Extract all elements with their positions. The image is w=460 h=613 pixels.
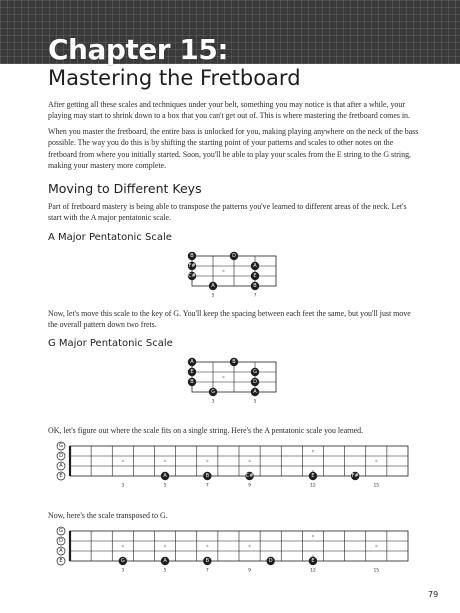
page-number: 79 <box>428 590 439 599</box>
note-label: A <box>190 359 194 365</box>
string-name: D <box>59 538 63 544</box>
fret-marker-dot <box>375 545 377 547</box>
fret-number: 7 <box>253 293 257 299</box>
fret-marker-dot <box>122 545 124 547</box>
fret-number: 5 <box>163 568 167 574</box>
mastery-paragraph: When you master the fretboard, the entire bass is unlocked for you, making playing anywhere on the neck of the bass possible. The way you do this is by shifting the starting point of your patterns and scales to other notes on the fretboard from where you initially started. Soon, you'll be able to play your scales from the E string to the G string, making your mastery more complete. <box>48 127 419 171</box>
fret-marker-dot <box>312 535 314 537</box>
string-name: G <box>59 443 63 449</box>
g-major-box-diagram <box>182 354 282 408</box>
fret-marker-dot <box>122 460 124 462</box>
note-label: B <box>205 473 210 479</box>
note-label: B <box>253 283 257 289</box>
string-name: E <box>59 473 63 479</box>
note-label: E <box>311 473 315 479</box>
a-single-string-diagram <box>56 440 416 496</box>
fret-number: 15 <box>373 483 380 489</box>
note-label: B <box>190 253 194 259</box>
note-label: B <box>190 379 194 385</box>
single-string-paragraph: OK, let's figure out where the scale fits on a single string. Here's the A pentatonic scale you learned. <box>48 426 364 435</box>
fret-marker-dot <box>206 545 208 547</box>
fret-marker-dot <box>312 450 314 452</box>
a-major-heading: A Major Pentatonic Scale <box>48 232 172 243</box>
key-of-g-paragraph: Now, let's move this scale to the key of G. You'll keep the spacing between each feet the same, but you'll just move the overall pattern down two frets. <box>48 309 411 330</box>
note-label: D <box>268 558 273 564</box>
note-label: D <box>232 253 236 259</box>
fret-number: 3 <box>211 399 215 405</box>
fret-number: 3 <box>121 568 125 574</box>
transposed-paragraph: Now, here's the scale transposed to G. <box>48 511 168 520</box>
fret-number: 7 <box>205 483 209 489</box>
note-label: G <box>211 389 215 395</box>
note-label: E <box>190 369 194 375</box>
fret-number: 9 <box>248 568 251 574</box>
g-single-string-diagram <box>56 525 416 581</box>
fret-marker-dot <box>222 270 224 272</box>
fret-number: 12 <box>310 568 316 574</box>
fret-marker-dot <box>248 545 250 547</box>
fret-marker-dot <box>206 460 208 462</box>
section-heading: Moving to Different Keys <box>48 181 202 196</box>
note-label: A <box>163 558 167 564</box>
note-label: D <box>253 379 257 385</box>
intro-paragraph: After getting all these scales and techniques under your belt, something you may notice is that after a while, your playing may start to shrink down to a box that you can't get out of. This is where mastering the fretboard comes in. <box>48 100 410 121</box>
note-label: A <box>253 389 257 395</box>
string-name: A <box>59 548 63 554</box>
fret-marker-dot <box>164 460 166 462</box>
fret-marker-dot <box>222 376 224 378</box>
fret-number: 5 <box>163 483 167 489</box>
note-label: F# <box>188 263 196 269</box>
fret-number: 12 <box>310 483 316 489</box>
fret-marker-dot <box>164 545 166 547</box>
note-label: C# <box>188 273 196 279</box>
note-label: B <box>205 558 210 564</box>
fret-number: 9 <box>248 483 251 489</box>
note-label: G <box>120 558 125 564</box>
string-name: E <box>59 558 63 564</box>
note-label: F# <box>351 473 359 479</box>
fret-number: 3 <box>121 483 125 489</box>
fret-marker-dot <box>248 460 250 462</box>
chapter-title: Chapter 15: <box>48 33 229 66</box>
fret-number: 7 <box>205 568 209 574</box>
fret-number: 5 <box>253 399 257 405</box>
note-label: B <box>232 359 236 365</box>
g-major-heading: G Major Pentatonic Scale <box>48 338 173 349</box>
string-name: G <box>59 528 63 534</box>
fret-number: 5 <box>211 293 215 299</box>
chapter-subtitle: Mastering the Fretboard <box>48 66 301 90</box>
note-label: A <box>211 283 215 289</box>
note-label: A <box>163 473 167 479</box>
transpose-paragraph: Part of fretboard mastery is being able to transpose the patterns you've learned to different areas of the neck. Let's start with the A major pentatonic scale. <box>48 202 407 223</box>
note-label: A <box>253 263 257 269</box>
string-name: D <box>59 453 63 459</box>
note-label: E <box>253 273 257 279</box>
a-major-box-diagram <box>182 248 282 302</box>
fret-number: 15 <box>373 568 380 574</box>
note-label: E <box>311 558 315 564</box>
string-name: A <box>59 463 63 469</box>
note-label: G <box>253 369 257 375</box>
note-label: C# <box>245 473 254 479</box>
fret-marker-dot <box>375 460 377 462</box>
